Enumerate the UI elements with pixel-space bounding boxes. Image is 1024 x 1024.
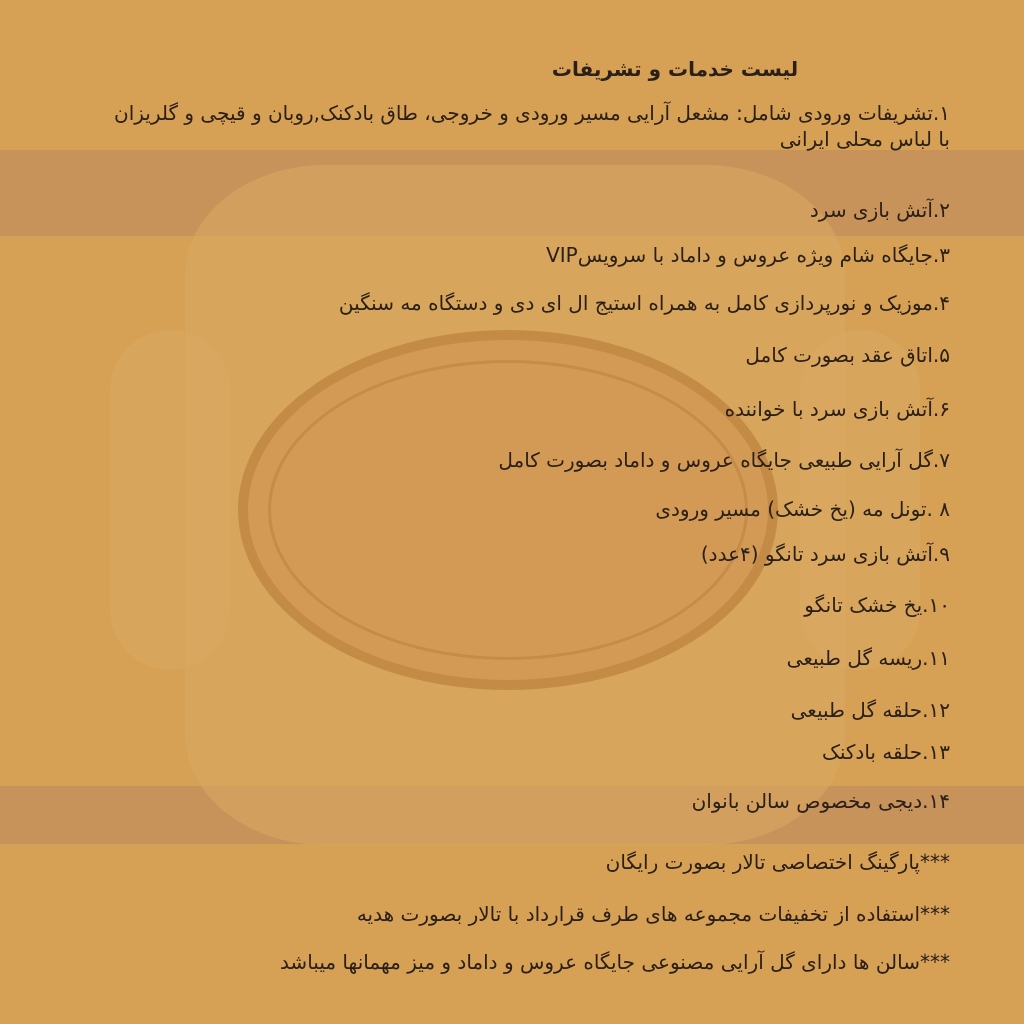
decorative-frame-left	[110, 330, 230, 670]
list-item: ۷.گل آرایی طبیعی جایگاه عروس و داماد بصورت کامل	[498, 448, 950, 472]
list-item: ۱۲.حلقه گل طبیعی	[790, 698, 950, 722]
list-item: ۱۴.دیجی مخصوص سالن بانوان	[691, 789, 950, 813]
note-item: ***پارگینگ اختصاصی تالار بصورت رایگان	[605, 850, 950, 874]
page-title: لیست خدمات و تشریفات	[551, 57, 799, 81]
list-item: ۴.موزیک و نورپردازی کامل به همراه استیج ال ای دی و دستگاه مه سنگین	[338, 291, 950, 315]
note-item: ***استفاده از تخفیفات مجموعه های طرف قرارداد با تالار بصورت هدیه	[356, 902, 950, 926]
list-item: ۸ .تونل مه (یخ خشک) مسیر ورودی	[655, 497, 950, 521]
list-item: ۱.تشریفات ورودی شامل: مشعل آرایی مسیر ورودی و خروجی، طاق بادکنک,روبان و قیچی و گلریزان با لباس محلی ایرانی	[114, 101, 950, 151]
list-item: ۱۱.ریسه گل طبیعی	[786, 646, 950, 670]
list-item: ۱۰.یخ خشک تانگو	[804, 593, 950, 617]
note-item: ***سالن ها دارای گل آرایی مصنوعی جایگاه عروس و داماد و میز مهمانها میباشد	[279, 950, 950, 974]
list-item: ۲.آتش بازی سرد	[809, 198, 950, 222]
list-item: ۱۳.حلقه بادکنک	[821, 740, 950, 764]
list-item: ۳.جایگاه شام ویژه عروس و داماد با سرویسVIP	[546, 243, 950, 267]
list-item: ۶.آتش بازی سرد با خواننده	[724, 397, 950, 421]
list-item: ۹.آتش بازی سرد تانگو (۴عدد)	[700, 542, 950, 566]
list-item: ۵.اتاق عقد بصورت کامل	[745, 343, 950, 367]
